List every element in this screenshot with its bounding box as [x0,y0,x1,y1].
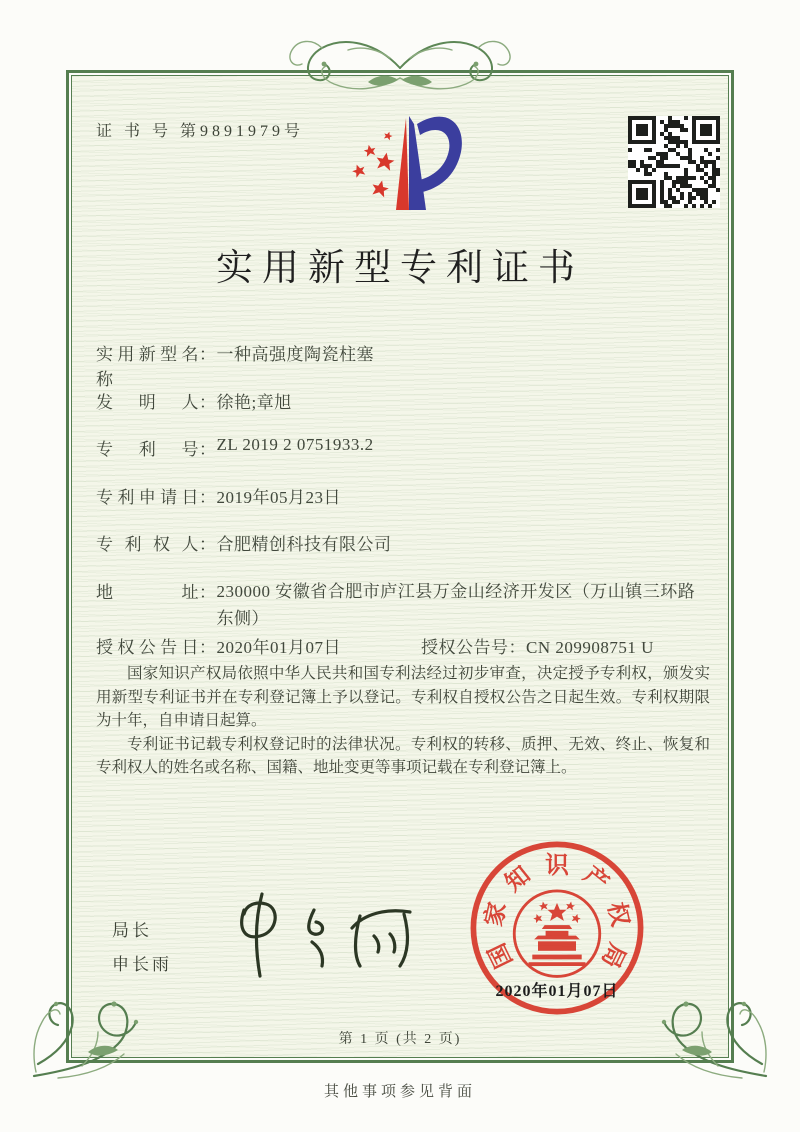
field-address: 地址：230000 安徽省合肥市庐江县万金山经济开发区（万山镇三环路东侧） [96,578,712,632]
field-filing-date: 专利申请日：2019年05月23日 [96,483,712,508]
field-value: 合肥精创科技有限公司 [216,535,392,554]
qr-code [628,116,720,208]
field-value: 一种高强度陶瓷柱塞 [216,345,374,364]
national-emblem-icon [514,891,600,977]
field-value: 2019年05月23日 [216,488,341,507]
field-label: 专利权人 [96,535,199,554]
svg-text:知: 知 [500,861,536,898]
certificate-number: 证 书 号 第9891979号 [96,123,305,140]
field-label: 发明人 [96,393,199,412]
field-label: 授权公告号 [421,638,509,657]
legal-paragraph-1: 国家知识产权局依照中华人民共和国专利法经过初步审查，决定授予专利权，颁发实用新型专利证书并在专利登记簿上予以登记。专利权自授权公告之日起生效。专利权期限为十年，自申请日起算。 [96,665,710,729]
grant-number: CN 209908751 U [526,638,654,657]
legal-text [96,662,710,780]
grant-date: 2020年01月07日 [216,638,341,657]
cnipa-logo-icon [338,94,472,224]
legal-paragraph-2: 专利证书记载专利权登记时的法律状况。专利权的转移、质押、无效、终止、恢复和专利权人的姓名或名称、国籍、地址变更等事项记载在专利登记簿上。 [96,735,710,776]
field-value: 230000 安徽省合肥市庐江县万金山经济开发区（万山镇三环路东侧） [216,582,696,628]
field-value: ZL 2019 2 0751933.2 [216,435,374,454]
field-inventor: 发明人：徐艳;章旭 [96,388,712,413]
field-grant-number: 授权公告号：CN 209908751 U [421,638,654,657]
field-label: 授权公告日 [96,638,199,657]
svg-text:权: 权 [602,899,633,929]
field-patentee: 专利权人：合肥精创科技有限公司 [96,530,712,555]
reverse-side-note: 其他事项参见背面 [323,1084,476,1100]
commissioner-title: 局长 [112,921,152,940]
svg-text:国: 国 [484,938,519,972]
svg-text:识: 识 [545,852,569,879]
svg-text:产: 产 [578,861,614,898]
commissioner-name: 申长雨 [112,955,172,974]
field-utility-model-name: 实用新型名称：一种高强度陶瓷柱塞 [96,340,712,390]
field-grant-row: 授权公告日：2020年01月07日 授权公告号：CN 209908751 U [96,633,712,658]
seal-date: 2020年01月07日 [495,983,619,1000]
field-label: 专利号 [96,440,199,459]
field-label: 实用新型名称 [96,345,199,389]
certificate-title: 实用新型专利证书 [216,248,584,289]
svg-text:局: 局 [595,938,630,972]
svg-text:家: 家 [481,899,512,929]
field-label: 专利申请日 [96,488,199,507]
field-patent-number: 专利号：ZL 2019 2 0751933.2 [96,435,374,459]
page-number: 第 1 页 (共 2 页) [338,1032,462,1047]
signature-handwriting [228,880,428,982]
field-label: 地址 [96,583,199,602]
field-value: 徐艳;章旭 [216,393,292,412]
